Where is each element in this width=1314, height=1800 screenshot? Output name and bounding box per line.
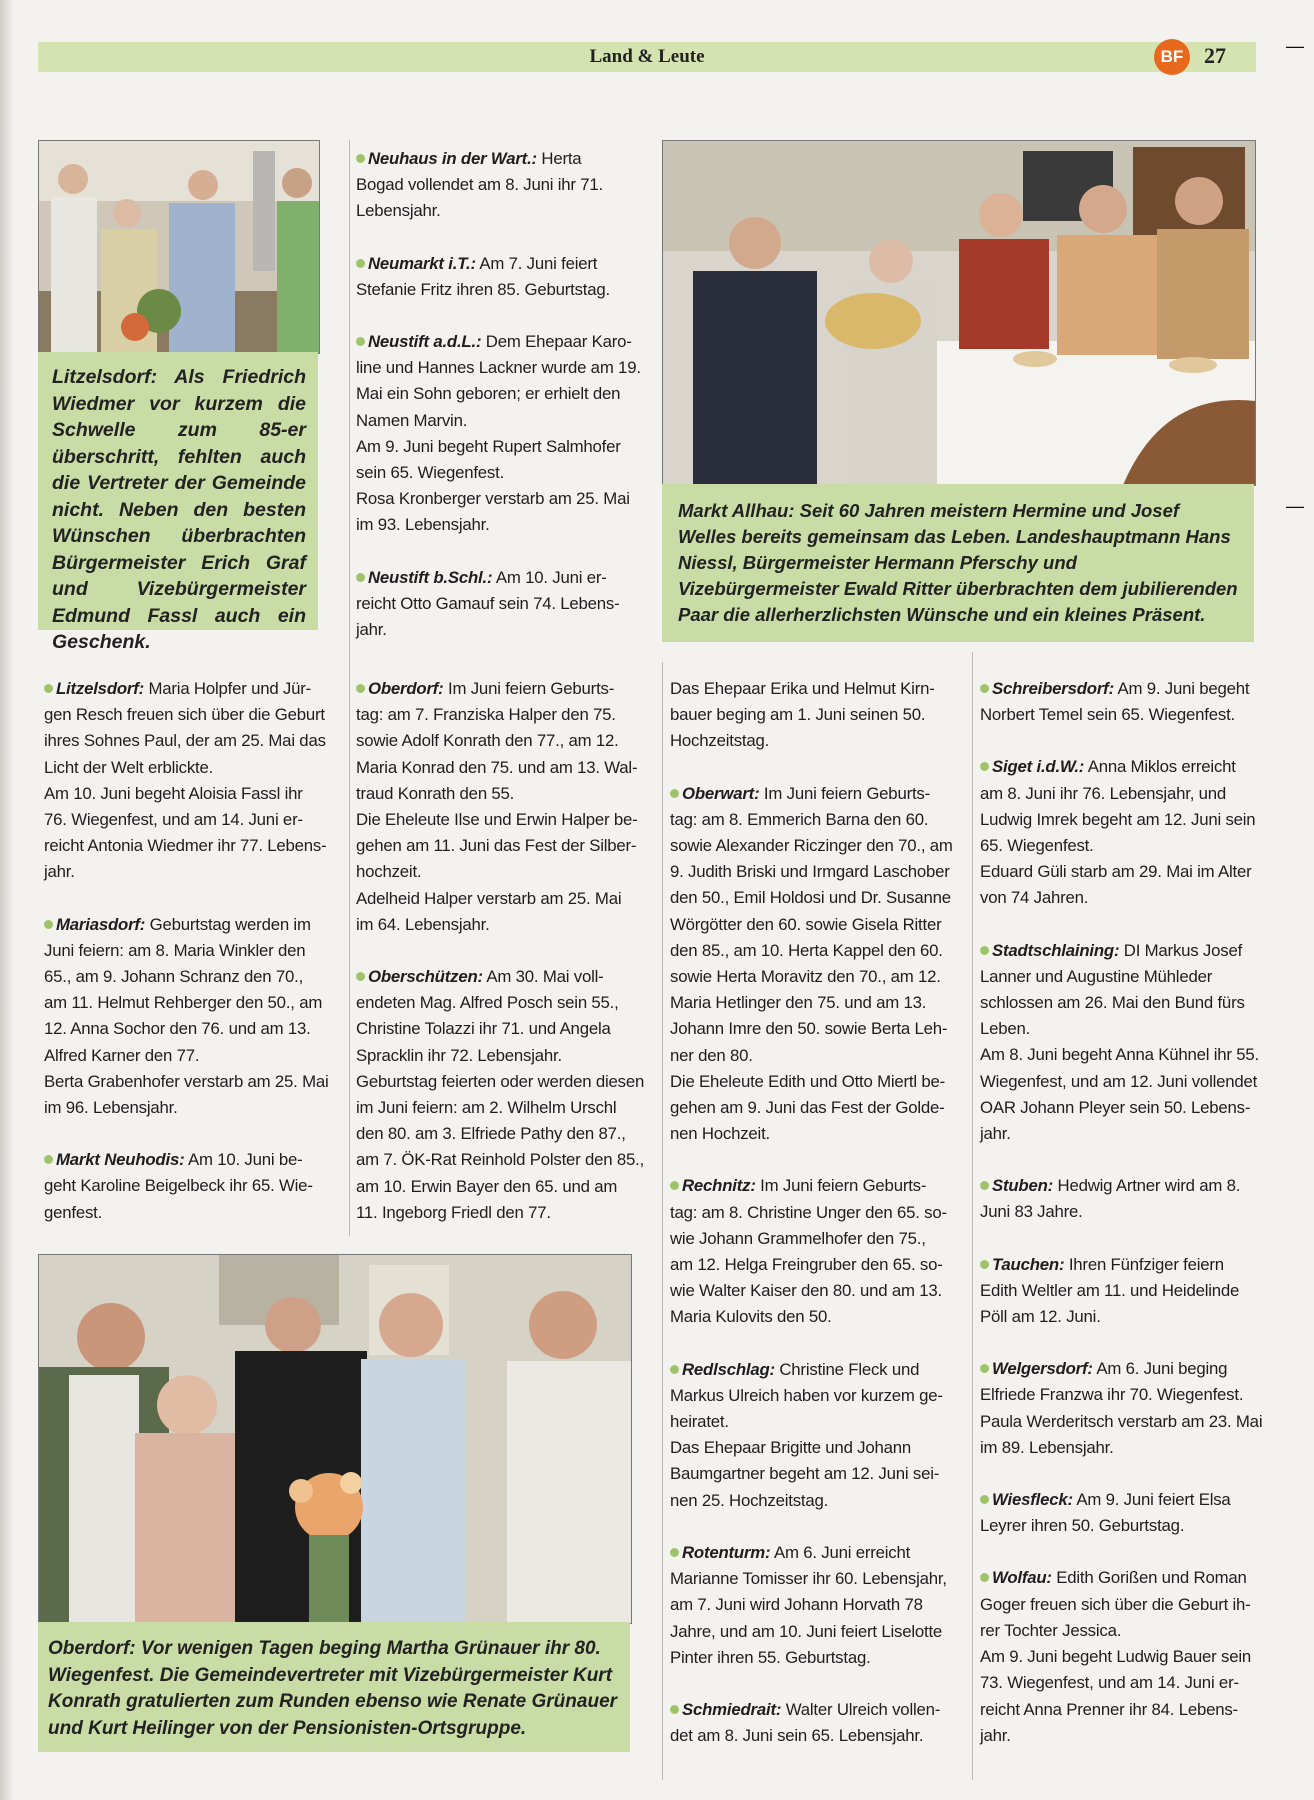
place-name: Stuben: (992, 1176, 1054, 1196)
news-item-line: Wörgötter den 60. sowie Gisela Ritter (670, 914, 942, 934)
news-item-line: gehen am 9. Juni das Fest der Golde- (670, 1098, 945, 1118)
caption-oberdorf: Oberdorf: Vor wenigen Tagen beging Martha Grünauer ihr 80. Wiegenfest. Die Gemeindevertreter mit Vizebürgermeister Kurt Konrath gratulierten zum Runden ebenso wie Renate Grünauer und Kurt Heilinger von der Pensionisten-Ortsgruppe. (38, 1622, 630, 1752)
news-item-line: sein 65. Wiegenfest. (356, 463, 505, 483)
news-item-line: 65. Wiegenfest. (980, 836, 1094, 856)
bullet-icon (356, 337, 365, 346)
news-item-line: Bogad vollendet am 8. Juni ihr 71. (356, 175, 603, 195)
news-item-line: jahr. (980, 1124, 1011, 1144)
news-item-line: Litzelsdorf: Maria Holpfer und Jür- (44, 676, 336, 702)
news-item-line: Juni feiern: am 8. Maria Winkler den (44, 940, 306, 960)
news-item-line: Berta Grabenhofer verstarb am 25. Mai (44, 1071, 329, 1091)
news-item-line: schlossen am 26. Mai den Bund fürs (980, 993, 1245, 1013)
news-item-line: Am 9. Juni begeht Ludwig Bauer sein (980, 1647, 1251, 1667)
news-item-line: det am 8. Juni sein 65. Lebensjahr. (670, 1726, 924, 1746)
news-item-line: Stuben: Hedwig Artner wird am 8. (980, 1173, 1270, 1199)
news-item (356, 964, 652, 1226)
news-item (980, 1173, 1270, 1225)
news-item-line: hochzeit. (356, 862, 422, 882)
news-item (44, 912, 336, 1122)
news-item-line: Wolfau: Edith Gorißen und Roman (980, 1565, 1270, 1591)
text-column-3 (670, 676, 966, 1775)
news-item-line: 9. Judith Briski und Irmgard Laschober (670, 862, 950, 882)
place-name: Oberschützen: (368, 967, 483, 987)
news-item (356, 676, 652, 938)
news-item-line: Stefanie Fritz ihren 85. Geburtstag. (356, 279, 610, 299)
news-item-line: im 64. Lebensjahr. (356, 914, 490, 934)
news-item (670, 676, 966, 755)
news-item-line: Das Ehepaar Brigitte und Johann (670, 1438, 912, 1458)
place-name: Tauchen: (992, 1254, 1065, 1274)
news-item-line: Maria Kulovits den 50. (670, 1307, 832, 1327)
bullet-icon (356, 259, 365, 268)
news-item-line: von 74 Jahren. (980, 888, 1089, 908)
news-item-line: Marianne Tomisser ihr 60. Lebensjahr, (670, 1569, 947, 1589)
news-item (980, 1565, 1270, 1748)
news-item (670, 1697, 966, 1749)
news-item-line: Siget i.d.W.: Anna Miklos erreicht (980, 754, 1270, 780)
news-item-line: heiratet. (670, 1412, 729, 1432)
bullet-icon (44, 684, 53, 693)
place-name: Oberwart: (682, 783, 760, 803)
bullet-icon (670, 1548, 679, 1557)
news-item (670, 781, 966, 1148)
news-item-line: reicht Otto Gamauf sein 74. Lebens- (356, 593, 620, 613)
news-item-line: Am 9. Juni begeht Rupert Salmhofer (356, 436, 621, 456)
bullet-icon (980, 684, 989, 693)
news-item-line: Rosa Kronberger verstarb am 25. Mai (356, 489, 630, 509)
news-item (44, 1147, 336, 1226)
news-item-line: Neustift b.Schl.: Am 10. Juni er- (356, 565, 652, 591)
news-item-line: Edith Weltler am 11. und Heidelinde (980, 1280, 1240, 1300)
place-name: Schreibersdorf: (992, 679, 1114, 698)
news-item-line: am 12. Helga Freingruber den 65. so- (670, 1255, 943, 1275)
news-item-line: nen 25. Hochzeitstag. (670, 1490, 829, 1510)
news-item-line: OAR Johann Pleyer sein 50. Lebens- (980, 1097, 1251, 1117)
news-item-line: Mariasdorf: Geburtstag werden im (44, 912, 336, 938)
news-item (356, 146, 652, 225)
news-item-line: endeten Mag. Alfred Posch sein 55., (356, 993, 619, 1013)
news-item-line: am 11. Helmut Rehberger den 50., am (44, 993, 323, 1013)
news-item-line: Mai ein Sohn geboren; er erhielt den (356, 384, 621, 404)
bullet-icon (356, 573, 365, 582)
news-item-line: den 50., Emil Holdosi und Dr. Susanne (670, 888, 951, 908)
bullet-icon (670, 789, 679, 798)
news-item (980, 676, 1270, 728)
bullet-icon (980, 1181, 989, 1190)
news-item-line: Spracklin ihr 72. Lebensjahr. (356, 1045, 562, 1065)
news-item-line: Die Eheleute Ilse und Erwin Halper be- (356, 810, 638, 830)
news-item-line: Stadtschlaining: DI Markus Josef (980, 938, 1270, 964)
section-title: Land & Leute (589, 46, 705, 67)
place-name: Neustift b.Schl.: (368, 567, 493, 587)
news-item-line: reicht Antonia Wiedmer ihr 77. Lebens- (44, 836, 327, 856)
place-name: Oberdorf: (368, 679, 444, 698)
news-item-line: Wiesfleck: Am 9. Juni feiert Elsa (980, 1487, 1270, 1513)
bullet-icon (980, 1495, 989, 1504)
news-item-line: Juni 83 Jahre. (980, 1202, 1083, 1222)
news-item-line: im 89. Lebensjahr. (980, 1437, 1114, 1457)
news-item-line: Rechnitz: Im Juni feiern Geburts- (670, 1173, 966, 1199)
bullet-icon (980, 1260, 989, 1269)
bullet-icon (980, 1573, 989, 1582)
place-name: Markt Neuhodis: (56, 1150, 185, 1170)
news-item-line: Pinter ihren 55. Geburtstag. (670, 1647, 871, 1667)
place-name: Mariasdorf: (56, 914, 146, 934)
news-item-line: 65., am 9. Johann Schranz den 70., (44, 967, 304, 987)
place-name: Welgersdorf: (992, 1359, 1093, 1379)
news-item-line: nen Hochzeit. (670, 1124, 771, 1144)
scan-mark-icon: — (1286, 496, 1304, 516)
news-item-line: tag: am 7. Franziska Halper den 75. (356, 705, 616, 725)
news-item (980, 1487, 1270, 1539)
news-item-line: Redlschlag: Christine Fleck und (670, 1357, 966, 1383)
section-header-bar (38, 42, 1256, 72)
news-item-line: Tauchen: Ihren Fünfziger feiern (980, 1252, 1270, 1278)
news-item-line: Markus Ulreich haben vor kurzem ge- (670, 1385, 943, 1405)
bullet-icon (670, 1365, 679, 1374)
bullet-icon (670, 1181, 679, 1190)
news-item (670, 1173, 966, 1330)
news-item (670, 1357, 966, 1514)
column-rule (349, 140, 350, 1236)
news-item-line: Lanner und Augustine Mühleder (980, 966, 1213, 986)
column-rule (662, 662, 663, 1780)
news-item-line: wie Johann Grammelhofer den 75., (670, 1228, 926, 1248)
news-item-line: geht Karoline Beigelbeck ihr 65. Wie- (44, 1176, 313, 1196)
bullet-icon (356, 972, 365, 981)
photo-oberdorf (38, 1254, 632, 1624)
news-item-line: Neumarkt i.T.: Am 7. Juni feiert (356, 251, 652, 277)
news-item-line: Maria Konrad den 75. und am 13. Wal- (356, 757, 638, 777)
news-item-line: 73. Wiegenfest, und am 14. Juni er- (980, 1673, 1239, 1693)
news-item-line: ner den 80. (670, 1045, 753, 1065)
news-item-line: Schreibersdorf: Am 9. Juni begeht (980, 676, 1270, 702)
news-item-line: bauer beging am 1. Juni seinen 50. (670, 705, 926, 725)
news-item-line: Lebensjahr. (356, 201, 441, 221)
bullet-icon (670, 1705, 679, 1714)
news-item-line: am 8. Juni ihr 76. Lebensjahr, und (980, 783, 1227, 803)
news-item-line: line und Hannes Lackner wurde am 19. (356, 358, 641, 378)
bullet-icon (44, 1155, 53, 1164)
news-item-line: Goger freuen sich über die Geburt ih- (980, 1594, 1251, 1614)
place-name: Neumarkt i.T.: (368, 253, 476, 273)
news-item-line: jahr. (44, 862, 75, 882)
news-item-line: Rotenturm: Am 6. Juni erreicht (670, 1540, 966, 1566)
place-name: Neustift a.d.L.: (368, 332, 482, 352)
news-item-line: Hochzeitstag. (670, 731, 770, 751)
news-item-line: ihres Sohnes Paul, der am 25. Mai das (44, 731, 326, 751)
news-item-line: im 93. Lebensjahr. (356, 515, 490, 535)
caption-markt-allhau: Markt Allhau: Seit 60 Jahren meistern Hermine und Josef Welles bereits gemeinsam das Leben. Landeshauptmann Hans Niessl, Bürgermeister Hermann Pferschy und Vizebürgermeister Ewald Ritter überbrachten dem jubilierenden Paar die allerherzlichsten Wünsche und ein kleines Präsent. (662, 484, 1254, 642)
news-item-line: den 80. am 3. Elfriede Pathy den 87., (356, 1124, 626, 1144)
scan-mark-icon: — (1286, 36, 1304, 56)
photo-litzelsdorf (38, 140, 320, 354)
news-item-line: reicht Anna Prenner ihr 84. Lebens- (980, 1699, 1238, 1719)
news-item-line: Schmiedrait: Walter Ulreich vollen- (670, 1697, 966, 1723)
bullet-icon (980, 762, 989, 771)
photo-markt-allhau (662, 140, 1256, 486)
news-item-line: Neustift a.d.L.: Dem Ehepaar Karo- (356, 329, 652, 355)
news-item-line: Oberwart: Im Juni feiern Geburts- (670, 781, 966, 807)
news-item-line: sowie Herta Moravitz den 70., am 12. (670, 967, 941, 987)
news-item-line: tag: am 8. Emmerich Barna den 60. (670, 809, 929, 829)
news-item-line: Oberdorf: Im Juni feiern Geburts- (356, 676, 652, 702)
caption-litzelsdorf: Litzelsdorf: Als Friedrich Wiedmer vor kurzem die Schwelle zum 85-er überschritt, fehlten auch die Vertreter der Gemeinde nicht. Neben den besten Wünschen überbrachten Bürgermeister Erich Graf und Vizebürgermeister Edmund Fassl auch ein Geschenk. (38, 352, 318, 630)
news-item-line: 12. Anna Sochor den 76. und am 13. (44, 1019, 311, 1039)
news-item-line: Oberschützen: Am 30. Mai voll- (356, 964, 652, 990)
news-item (670, 1540, 966, 1671)
page-number: 27 (1204, 43, 1226, 68)
bullet-icon (980, 946, 989, 955)
news-item (980, 754, 1270, 911)
magazine-logo: BF (1154, 39, 1190, 75)
place-name: Stadtschlaining: (992, 940, 1120, 960)
place-name: Siget i.d.W.: (992, 757, 1085, 777)
news-item-line: im Juni feiern: am 2. Wilhelm Urschl (356, 1098, 617, 1118)
news-item-line: im 96. Lebensjahr. (44, 1098, 178, 1118)
news-item-line: Pöll am 12. Juni. (980, 1307, 1101, 1327)
news-item-line: Namen Marvin. (356, 410, 468, 430)
news-item (980, 1252, 1270, 1331)
text-column-2-top (356, 146, 652, 669)
news-item-line: Eduard Güli starb am 29. Mai im Alter (980, 862, 1252, 882)
news-item-line: Norbert Temel sein 65. Wiegenfest. (980, 705, 1235, 725)
news-item-line: Alfred Karner den 77. (44, 1045, 200, 1065)
news-item-line: jahr. (356, 620, 387, 640)
place-name: Wolfau: (992, 1568, 1052, 1588)
news-item-line: Wiegenfest, und am 12. Juni vollendet (980, 1071, 1258, 1091)
news-item-line: Baumgartner begeht am 12. Juni sei- (670, 1464, 940, 1484)
place-name: Redlschlag: (682, 1359, 775, 1379)
news-item-line: Jahre, und am 10. Juni feiert Liselotte (670, 1621, 943, 1641)
news-item (356, 565, 652, 644)
news-item-line: Markt Neuhodis: Am 10. Juni be- (44, 1147, 336, 1173)
news-item-line: Ludwig Imrek begeht am 12. Juni sein (980, 809, 1256, 829)
news-item-line: wie Walter Kaiser den 80. und am 13. (670, 1281, 943, 1301)
news-item-line: jahr. (980, 1725, 1011, 1745)
text-column-2-bottom (356, 676, 652, 1252)
news-item-line: Paula Werderitsch verstarb am 23. Mai (980, 1411, 1263, 1431)
news-item-line: Am 10. Juni begeht Aloisia Fassl ihr (44, 783, 303, 803)
news-item-line: am 10. Erwin Bayer den 65. und am (356, 1176, 618, 1196)
news-item-line: am 7. Juni wird Johann Horvath 78 (670, 1595, 923, 1615)
news-item-line: gen Resch freuen sich über die Geburt (44, 705, 325, 725)
news-item-line: Leyrer ihren 50. Geburtstag. (980, 1516, 1185, 1536)
text-column-1 (44, 676, 336, 1252)
news-item-line: sowie Adolf Konrath den 77., am 12. (356, 731, 619, 751)
news-item-line: Johann Imre den 50. sowie Berta Leh- (670, 1019, 948, 1039)
news-item-line: Licht der Welt erblickte. (44, 757, 214, 777)
place-name: Rechnitz: (682, 1176, 756, 1196)
news-item-line: Neuhaus in der Wart.: Herta (356, 146, 652, 172)
news-item (356, 329, 652, 539)
place-name: Schmiedrait: (682, 1699, 782, 1719)
news-item (980, 938, 1270, 1148)
bullet-icon (44, 920, 53, 929)
news-item-line: 11. Ingeborg Friedl den 77. (356, 1202, 551, 1222)
place-name: Neuhaus in der Wart.: (368, 149, 537, 168)
text-column-4 (980, 676, 1270, 1775)
bullet-icon (356, 684, 365, 693)
page-gutter-shadow (0, 0, 14, 1800)
bullet-icon (356, 154, 365, 163)
news-item-line: Elfriede Franzwa ihr 70. Wiegenfest. (980, 1385, 1244, 1405)
news-item-line: 76. Wiegenfest, und am 14. Juni er- (44, 810, 303, 830)
news-item-line: genfest. (44, 1202, 103, 1222)
news-item-line: gehen am 11. Juni das Fest der Silber- (356, 836, 637, 856)
news-item (356, 251, 652, 303)
news-item-line: Leben. (980, 1019, 1031, 1039)
news-item-line: tag: am 8. Christine Unger den 65. so- (670, 1202, 947, 1222)
news-item-line: Welgersdorf: Am 6. Juni beging (980, 1356, 1270, 1382)
news-item-line: Die Eheleute Edith und Otto Miertl be- (670, 1071, 946, 1091)
place-name: Rotenturm: (682, 1542, 771, 1562)
news-item-line: Am 8. Juni begeht Anna Kühnel ihr 55. (980, 1045, 1260, 1065)
news-item-line: den 85., am 10. Herta Kappel den 60. (670, 940, 943, 960)
news-item-line: Das Ehepaar Erika und Helmut Kirn- (670, 679, 935, 698)
news-item-line: rer Tochter Jessica. (980, 1620, 1122, 1640)
news-item-line: Adelheid Halper verstarb am 25. Mai (356, 888, 622, 908)
news-item-line: Maria Hetlinger den 75. und am 13. (670, 993, 927, 1013)
place-name: Wiesfleck: (992, 1490, 1073, 1510)
column-rule (972, 652, 973, 1780)
bullet-icon (980, 1364, 989, 1373)
news-item-line: Christine Tolazzi ihr 71. und Angela (356, 1019, 611, 1039)
news-item-line: traud Konrath den 55. (356, 783, 515, 803)
place-name: Litzelsdorf: (56, 679, 145, 698)
news-item-line: am 7. ÖK-Rat Reinhold Polster den 85., (356, 1150, 645, 1170)
news-item (44, 676, 336, 886)
news-item-line: sowie Alexander Riczinger den 70., am (670, 836, 953, 856)
news-item (980, 1356, 1270, 1461)
news-item-line: Geburtstag feierten oder werden diesen (356, 1071, 645, 1091)
